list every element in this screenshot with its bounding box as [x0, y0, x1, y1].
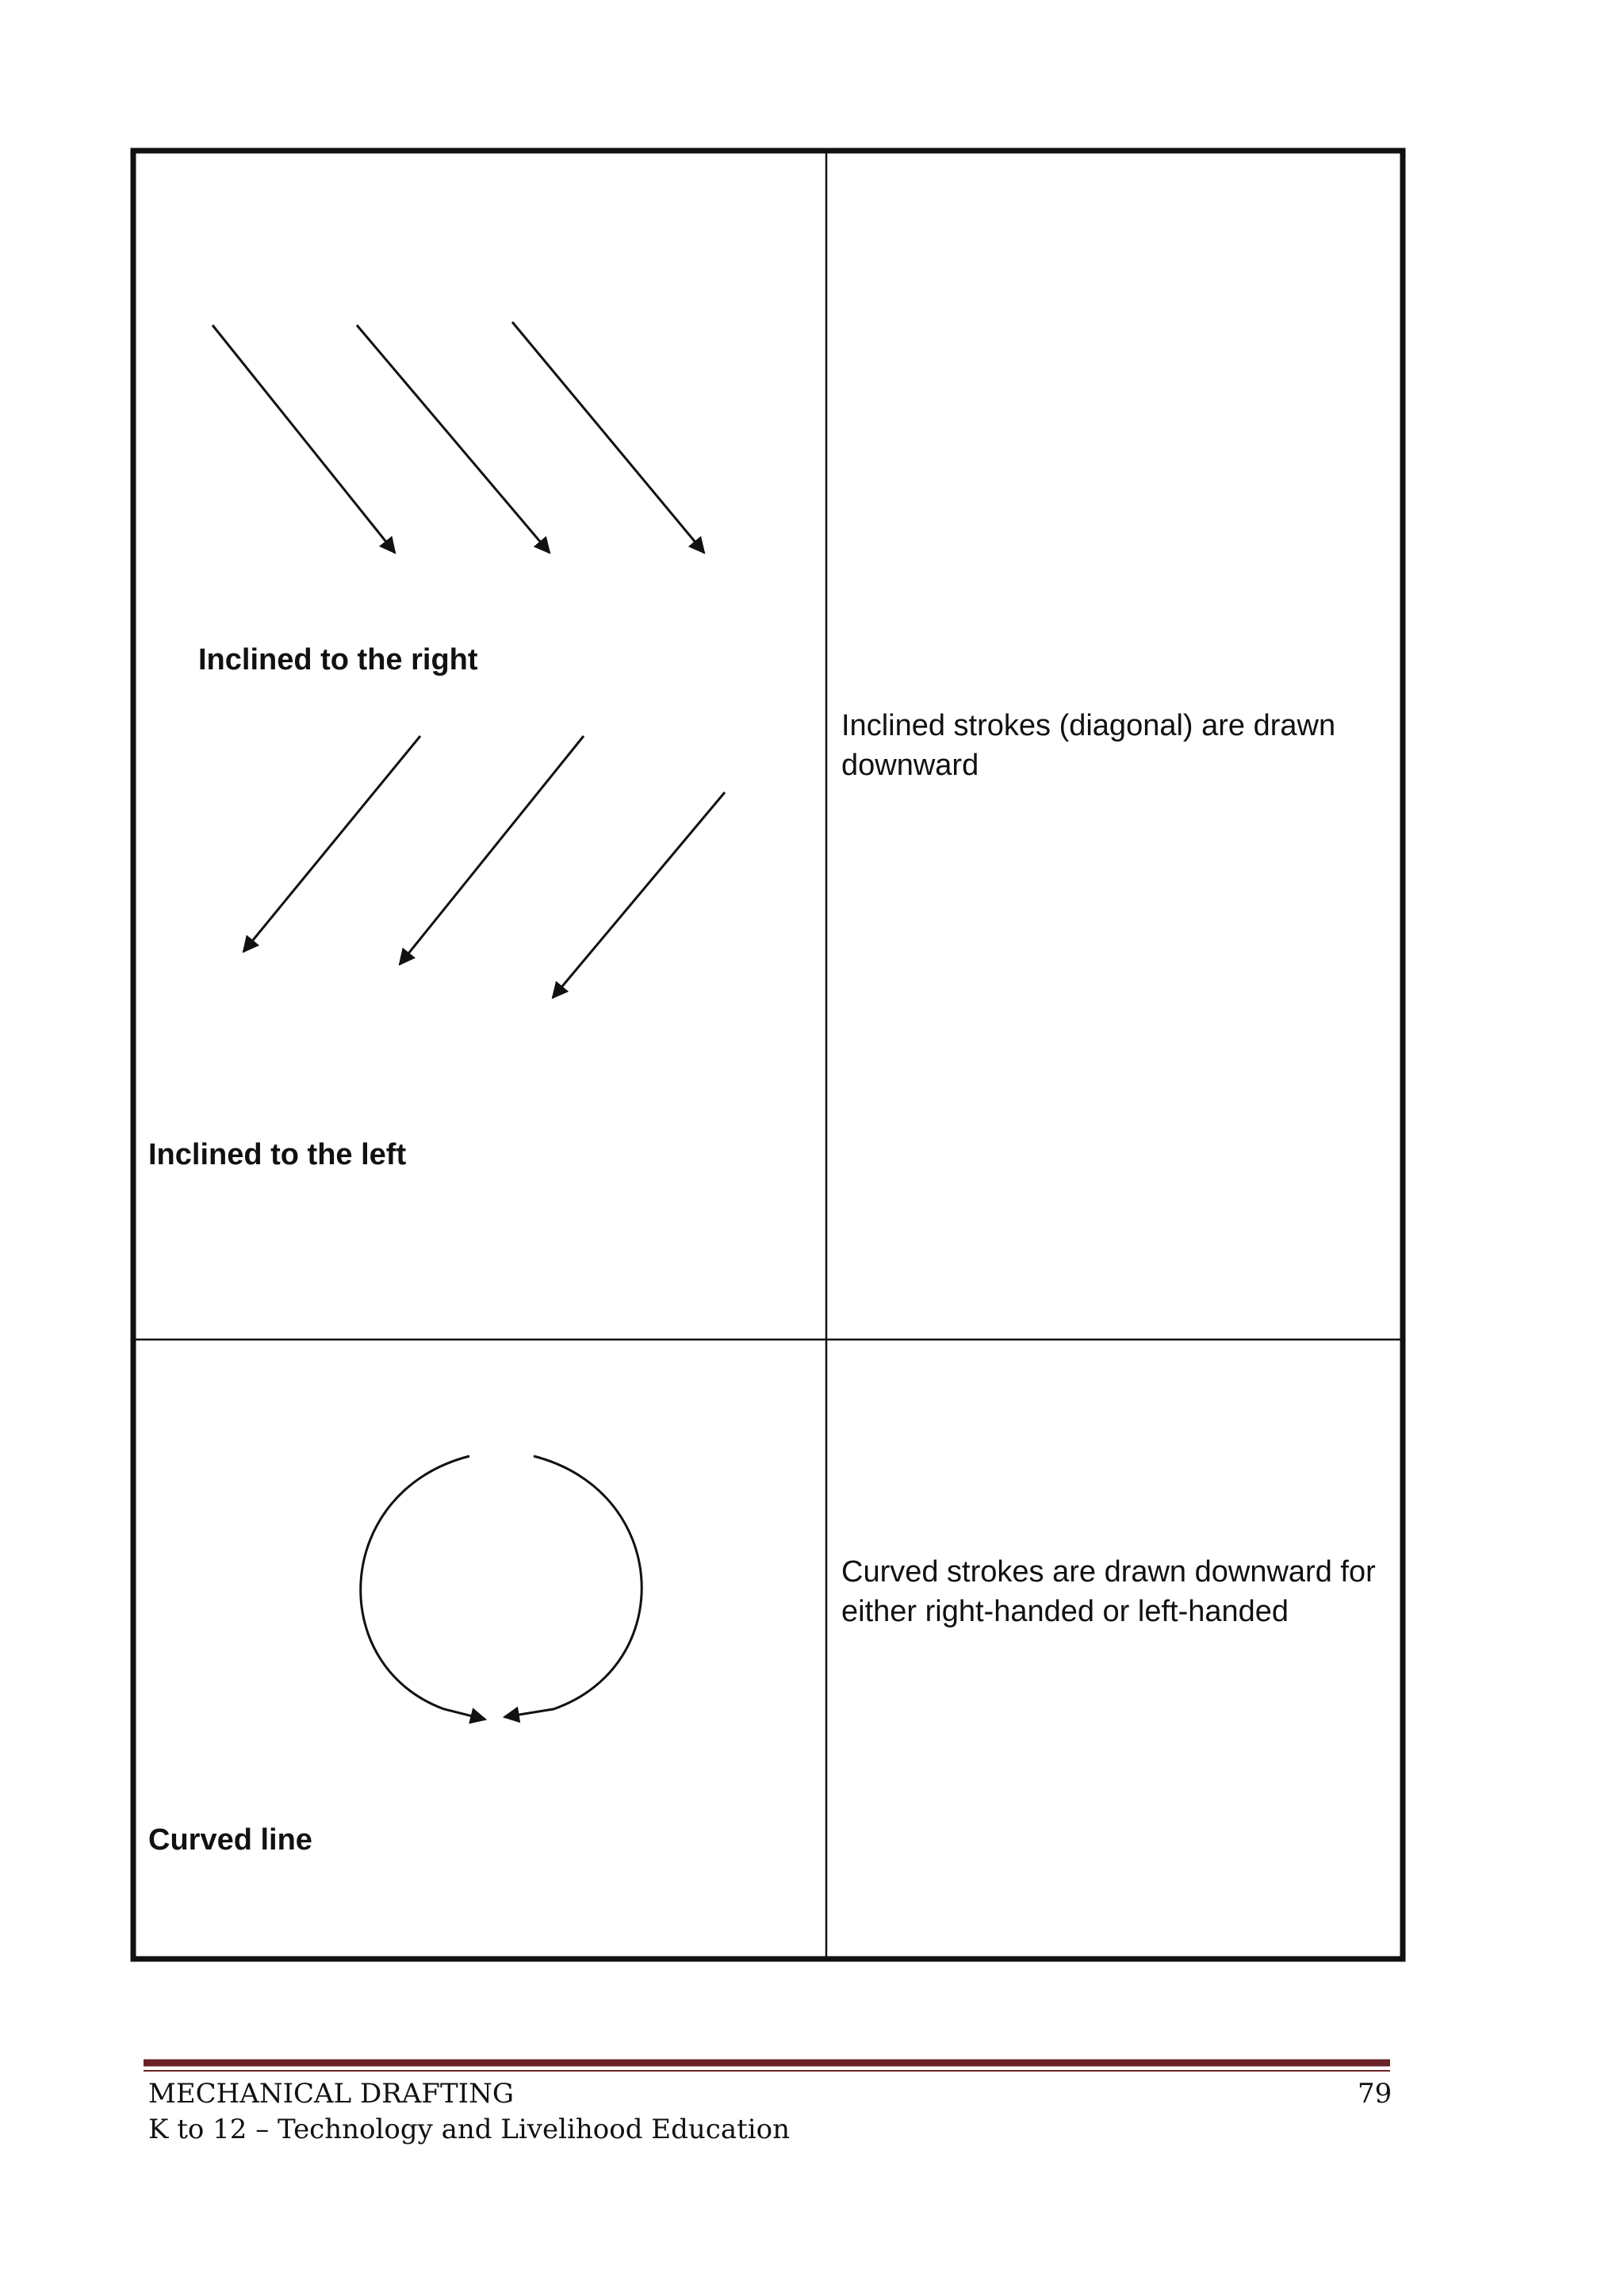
curved-line-label: Curved line — [148, 1823, 312, 1857]
inclined-right-arrow — [213, 325, 395, 553]
curved-stroke-right-arc — [504, 1456, 642, 1717]
inclined-left-arrow — [243, 736, 420, 952]
inclined-right-arrow — [512, 322, 704, 553]
inclined-left-arrow — [553, 792, 725, 998]
curved-strokes-description: Curved strokes are drawn downward for either right-handed or left-handed — [841, 1555, 1376, 1628]
inclined-left-arrow — [400, 736, 584, 964]
curved-stroke-diagram — [361, 1456, 642, 1719]
page-number: 79 — [1358, 2078, 1392, 2110]
footer-title: MECHANICAL DRAFTING — [148, 2078, 515, 2110]
inclined-right-arrows — [213, 322, 704, 553]
inclined-right-label: Inclined to the right — [198, 643, 478, 677]
inclined-left-label: Inclined to the left — [148, 1138, 407, 1171]
inclined-strokes-description: Inclined strokes (diagonal) are drawn downward — [841, 709, 1336, 782]
footer-subtitle: K to 12 – Technology and Livelihood Education — [148, 2114, 790, 2145]
inclined-right-arrow — [357, 325, 550, 553]
table-outer-border — [133, 151, 1403, 1959]
inclined-left-arrows — [243, 736, 725, 998]
curved-stroke-left-arc — [361, 1456, 485, 1719]
footer-rule — [144, 2063, 1390, 2071]
